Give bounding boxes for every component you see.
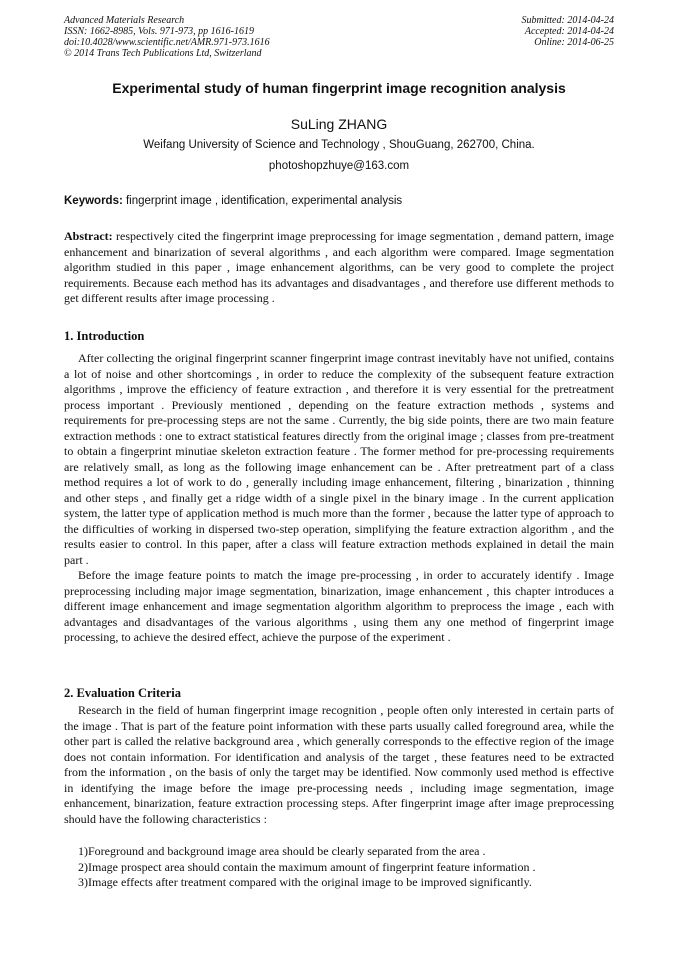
author-name: SuLing ZHANG bbox=[290, 116, 388, 132]
publication-dates bbox=[522, 15, 615, 48]
online-date: Online: 2014-06-25 bbox=[534, 37, 614, 48]
list-item: 2)Image prospect area should contain the maximum amount of fingerprint feature information . bbox=[78, 859, 536, 874]
author-affiliation: Weifang University of Science and Technology , ShouGuang, 262700, China. bbox=[143, 139, 535, 151]
list-item: 3)Image effects after treatment compared with the original image to be improved significantly. bbox=[78, 875, 532, 889]
author-email[interactable]: photoshopzhuye@163.com bbox=[268, 160, 410, 172]
abstract bbox=[64, 229, 614, 307]
accepted-date: Accepted: 2014-04-24 bbox=[524, 26, 614, 37]
section-heading-evaluation: 2. Evaluation Criteria bbox=[64, 686, 182, 700]
journal-info bbox=[64, 15, 270, 59]
characteristics-list bbox=[78, 844, 618, 891]
journal-name: Advanced Materials Research bbox=[64, 15, 185, 26]
paragraph: Research in the field of human fingerprint image recognition , people often only interested in certain parts of the image . That is part of the feature point information with these parts usually called foreground area, while the other part is called the relative background area , which generally corresponds to the effective region of the image does not contain information. For identification and analysis of the target , these features need to be extracted from the information , on the basis of only the target may be identified. Now commonly used method is effective in identifying the image before the image pre-processing needs , including image segmentation, image enhancement, binarization, feature extraction processing steps. After fingerprint image after image preprocessing should have the following characteristics : bbox=[64, 703, 614, 826]
paragraph: After collecting the original fingerprint scanner fingerprint image contrast inevitably have not unified, contains a lot of noise and other shortcomings , in order to reduce the complexity of the subsequent feature extraction algorithms , improve the efficiency of feature extraction , and therefore it is very essential for the pretreatment process important . Previously mentioned , depending on the feature extraction methods , systems and requirements for pre-processing steps are not the same . Currently, the big side points, there are two main feature extraction methods : one to extract statistical features directly from the original image ; classes from pre-treatment to obtain a fingerprint minutiae skeleton extraction feature . The former method for pre-processing requirements are relatively small, as long as the following image enhancement can be . After pretreatment part of a class method requires a lot of work to do , generally including image enhancement, filtering , binarization , thinning and other steps , and finally get a ridge width of a single pixel in the binary image . In the current application system, the latter type of application method is much more than the former , because the latter type of approach to the difficulties of working in dispersed two-step operation, simplifying the feature extraction algorithm , and the results easier to control. In this paper, after a class will feature extraction methods explained in detail the main part . bbox=[64, 351, 614, 567]
keywords-text: fingerprint image , identification, experimental analysis bbox=[122, 195, 403, 207]
keywords-label: Keywords: bbox=[64, 195, 123, 207]
paragraph: Before the image feature points to match the image pre-processing , in order to accurately identify . Image preprocessing including major image segmentation, binarization, image enhancement , this chapter introduces a different image enhancement and image segmentation algorithm algorithm to preprocess the image , each with advantages and disadvantages of the various algorithms , using them any one method of fingerprint image processing, to achieve the desired effect, achieve the purpose of the experiment . bbox=[64, 568, 614, 644]
keywords bbox=[64, 195, 614, 207]
issn-line: ISSN: 1662-8985, Vols. 971-973, pp 1616-1619 bbox=[64, 26, 254, 37]
abstract-label: Abstract: bbox=[64, 229, 113, 243]
list-item: 1)Foreground and background image area should be clearly separated from the area . bbox=[78, 844, 486, 858]
introduction-body bbox=[64, 351, 614, 646]
paper-title: Experimental study of human fingerprint image recognition analysis bbox=[112, 80, 566, 96]
section-heading-introduction: 1. Introduction bbox=[64, 329, 145, 343]
submitted-date: Submitted: 2014-04-24 bbox=[521, 15, 614, 26]
evaluation-body bbox=[64, 703, 614, 827]
doi-line: doi:10.4028/www.scientific.net/AMR.971-973.1616 bbox=[64, 37, 270, 48]
copyright-line: © 2014 Trans Tech Publications Ltd, Switzerland bbox=[64, 48, 262, 59]
abstract-text: respectively cited the fingerprint image preprocessing for image segmentation , demand pattern, image enhancement and binarization of several algorithms , and each algorithm were compared. Image segmentation algorithm studied in this paper , image enhancement algorithms, can be very good to complete the project requirements. Because each method has its advantages and disadvantages , and therefore use different methods to get different results after image processing . bbox=[64, 229, 614, 305]
